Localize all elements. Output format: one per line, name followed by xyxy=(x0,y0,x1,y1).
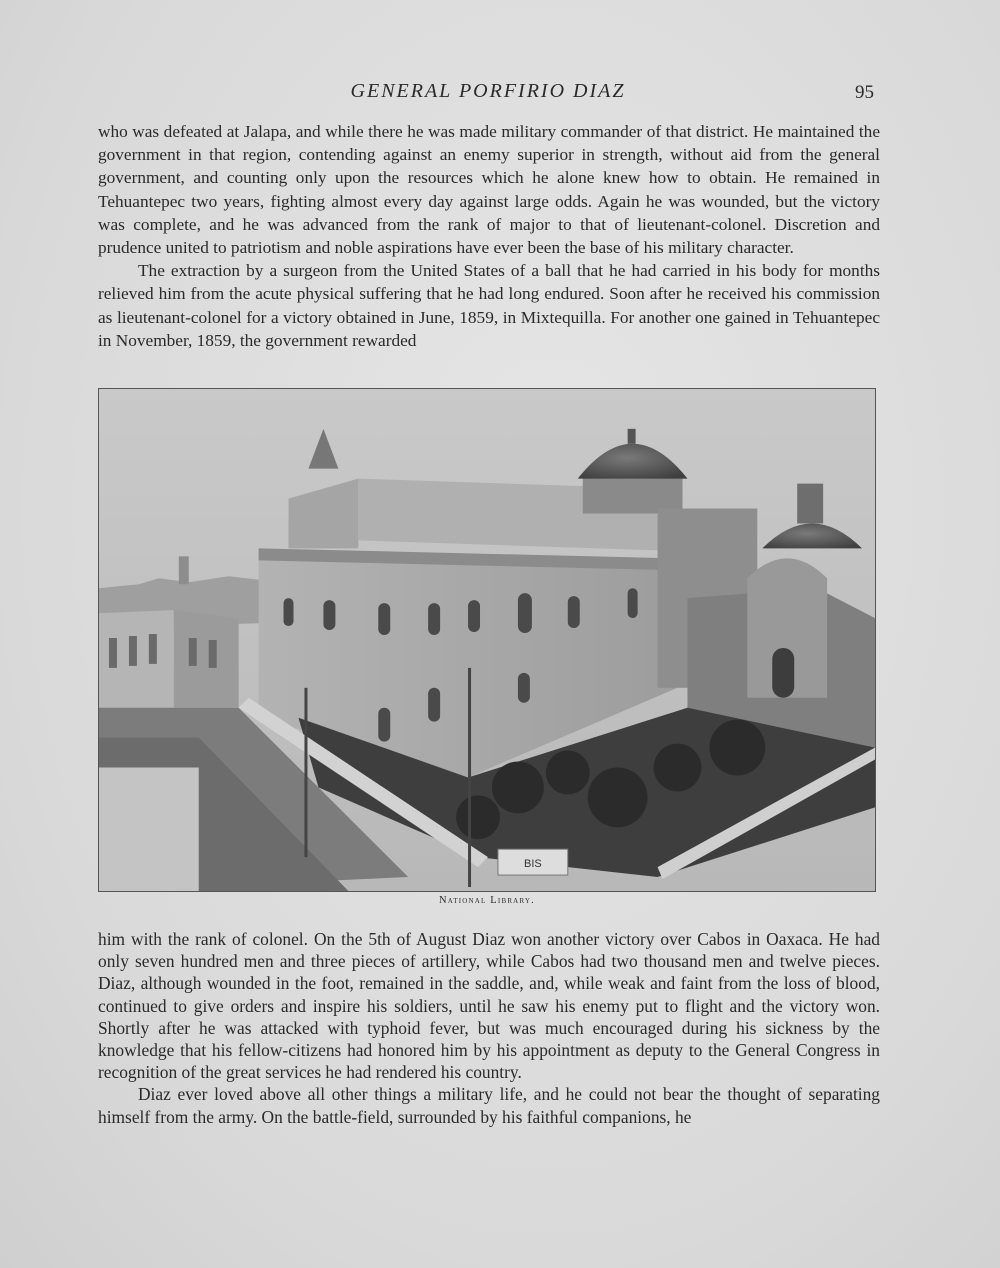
dome-lantern xyxy=(628,429,636,444)
shop-sign-text: BIS xyxy=(524,858,542,871)
distant-tower xyxy=(179,556,189,584)
foreground-chimney xyxy=(99,767,199,891)
library-photograph xyxy=(98,388,876,892)
church-door xyxy=(772,648,794,698)
dome-drum xyxy=(583,474,683,514)
paragraph: who was defeated at Jalapa, and while there he was made military commander of that district. He maintained the government in that region, contending against an enemy superior in strength, without aid from the general government, and counting only upon the resources which he alone knew how to obtain. He remained in Tehuantepec two years, fighting almost every day against large odds. Again he was wounded, but the victory was complete, and he was advanced from the rank of major to that of lieutenant-colonel. Discretion and prudence united to patriotism and noble aspirations have ever been the base of his military character. xyxy=(98,122,880,258)
library-building-image xyxy=(99,389,875,891)
telegraph-pole xyxy=(468,668,471,887)
figure-caption: National Library. xyxy=(438,895,536,906)
church-lantern xyxy=(797,484,823,524)
running-head xyxy=(98,80,878,108)
body-text-top xyxy=(98,120,880,352)
body-text-bottom xyxy=(98,928,880,1128)
paragraph: The extraction by a surgeon from the United States of a ball that he had carried in his body for months relieved him from the acute physical suffering that he had long endured. Soon after he received his commission as lieutenant-colonel for a victory obtained in June, 1859, in Mixtequilla. For another one gained in Tehuantepec in November, 1859, the government rewarded xyxy=(98,261,880,350)
street-building xyxy=(174,610,239,708)
paragraph: Diaz ever loved above all other things a military life, and he could not bear the thought of separating himself from the army. On the battle-field, surrounded by his faithful companions, he xyxy=(98,1084,880,1127)
telegraph-pole xyxy=(304,688,307,857)
running-title: GENERAL PORFIRIO DIAZ xyxy=(350,80,626,102)
paragraph: him with the rank of colonel. On the 5th of August Diaz won another victory over Cabos in Oaxaca. He had only seven hundred men and three pieces of artillery, while Cabos had two thousand men and twelve pieces. Diaz, although wounded in the foot, remained in the saddle, and, while weak and faint from the loss of blood, continued to give orders and inspire his soldiers, until he saw his enemy put to flight and the victory won. Shortly after he was attacked with typhoid fever, but was much encouraged during his sickness by the knowledge that his fellow-citizens had honored him by his appointment as deputy to the General Congress in recognition of the great services he had rendered his country. xyxy=(98,929,880,1083)
page-number: 95 xyxy=(855,82,874,103)
